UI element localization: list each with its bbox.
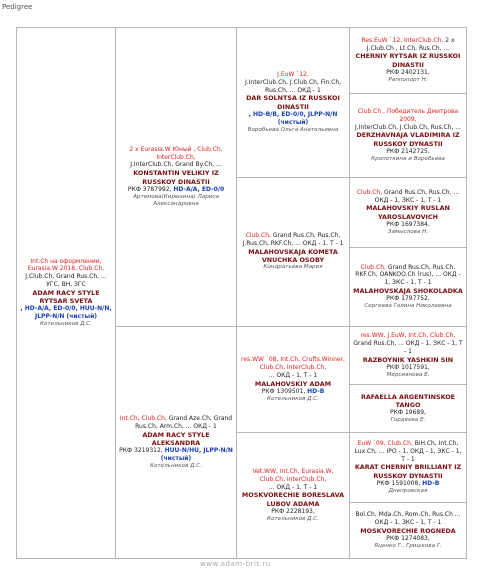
page-title: Pedigree [2, 3, 33, 11]
owner-text: Кропоткина и Воробьева [371, 155, 445, 162]
titles-text: J.InterClub.Ch, Grand By.Ch, ... [130, 161, 222, 169]
titles-text: res.WW, J.EuW, Int.Ch, Club.Ch, [360, 332, 456, 340]
titles-text: 2 x J.Club.Ch , Lt.Ch, Rus.Ch, ... [366, 36, 455, 52]
owner-text: Гордеева Е. [390, 417, 426, 424]
titles-text: Int.Ch, Club.Ch, [119, 414, 167, 422]
titles-text: Grand Rus.Ch, Rus.Ch, RKF.Ch, OANKOO.Ch (rus), ... ОКД - 1, ЗКС - 1, Т - 1 [355, 263, 461, 287]
registration-number: РКФ 1274083, [386, 534, 430, 542]
owner-text: Мерсиянова Е. [386, 371, 430, 378]
pedigree-cell-ancestor-3 [350, 178, 467, 248]
titles-text: Grand Rus.Ch, ... ОКД - 1, ЗКС - 1, Т - 1 [353, 339, 463, 355]
dog-name-link[interactable]: ADAM RACY STYLE ALEKSANDRA [142, 430, 210, 447]
titles-text: Club.Ch , Победитель Дмитрова 2009, [357, 107, 459, 123]
titles-text: 2 x Eurasia.W Юный , Club.Ch, InterClub.Ch, [129, 145, 223, 161]
health-tests: , HD-A/A, ED-0/0, HUU-N/N, JLPP-N/N (чистый) [20, 305, 112, 321]
dog-name-link[interactable]: CHERNIY RYTSAR IZ RUSSKOI DINASTII [355, 52, 461, 69]
titles-text: Int.Ch на оформлении, Eurasia.W 2018, Club.Ch, [27, 257, 105, 273]
titles-text: ... ОКД - 1, Т - 1 [268, 371, 318, 379]
titles-text: BiH.Ch, Int.Ch, Lux.Ch, ... IPO - 1, ОКД - 1, ЗКС - 1, Т - 1 [354, 439, 462, 463]
health-tests: HD-A/A, ED-0/0 [173, 185, 225, 193]
registration-number: РКФ 1309501, [261, 387, 306, 395]
dog-name-link[interactable]: KARAT CHERNIY BRILLIANT IZ RUSSKOY DYNASTII [354, 463, 462, 480]
titles-text: J.InterClub.Ch, J.Club.Ch, Rus.Ch, ... [354, 123, 462, 131]
health-tests: HUU-N/HU, JLPP-N/N (чистый) [160, 447, 233, 462]
health-tests: HD-B [422, 479, 440, 487]
registration-number: РКФ 1017591, [386, 363, 430, 371]
pedigree-cell-granddam-1 [237, 178, 350, 327]
registration-number: РКФ 2402131, [386, 69, 430, 77]
pedigree-cell-subject [17, 28, 116, 559]
owner-text: Котельников Д.С. [150, 462, 202, 469]
owner-text: Котельников Д.С. [267, 515, 319, 522]
titles-text: J.InterClub.Ch, J.Club.Ch, Fin.Ch, Rus.Ch, ... ОКД - 1 [244, 78, 342, 94]
dog-name-link[interactable]: MALAHOVSKAJA SHOKOLADKA [353, 287, 463, 295]
titles-text: res.WW `08, Int.Ch, Crufts.Winner, Club.Ch, InterClub.Ch, [241, 356, 345, 371]
dog-name-link[interactable]: RAFAELLA ARGENTINSKOE TANGO [360, 392, 456, 409]
owner-text: Воробьева Ольга Анатольевна [247, 126, 339, 133]
dog-name-link[interactable]: MALAHOVSKIY RUSLAN YAROSLAVOVICH [366, 204, 450, 221]
dog-name-link[interactable]: DERZHAVNAJA VLADIMIRA IZ RUSSKOY DYNASTII [356, 131, 460, 148]
dog-name-link[interactable]: MALAHOVSKAJA KOMETA VNUCHKA OSOBY [248, 247, 338, 265]
titles-text: ... ОКД - 1, Т - 1 [268, 483, 318, 491]
owner-text: Котельников Д.С. [40, 321, 92, 328]
owner-text: Днепровская [388, 487, 428, 494]
dog-name-link[interactable]: RAZBOYNIK YASHKIN SIN [362, 355, 454, 364]
titles-text: J.Club.Ch, Grand Rus.Ch, ... УГС, ВН, ЗГС [25, 273, 107, 289]
registration-number: РКФ 19689, [390, 409, 426, 417]
owner-text: Сергеева Галина Николаевна [364, 303, 452, 310]
titles-text: Bol.Ch, Mda.Ch, Rom.Ch, Rus.Ch ... ОКД - 1, ЗКС - 1, Т - 1 [355, 511, 461, 526]
pedigree-cell-grandsire-2 [237, 327, 350, 433]
owner-text: Кондратьева Мария [263, 264, 323, 271]
titles-text: EuW `09, Club.Ch, [357, 439, 413, 447]
pedigree-cell-ancestor-1 [350, 28, 467, 94]
pedigree-cell-ancestor-5 [350, 327, 467, 385]
registration-number: РКФ 1697384, [386, 221, 430, 229]
owner-text: Раппопорт Н. [388, 76, 428, 83]
watermark: www.adam-brit.ru [200, 560, 271, 568]
dog-name-link[interactable]: DAR SOLNTSA IZ RUSSKOI DINASTII [246, 94, 340, 111]
registration-number: РКФ 2228193, [271, 507, 315, 515]
registration-number: РКФ 2142725, [386, 147, 430, 155]
titles-text: Club.Ch, [245, 232, 271, 240]
registration-number: РКФ 3787992, [127, 185, 172, 193]
health-tests: HD-B [307, 387, 325, 395]
dog-name-link[interactable]: MOSKVORECHIE BORESLAVA LUBOV ADAMA [241, 491, 345, 508]
pedigree-cell-grandsire-1 [237, 28, 350, 178]
owner-text: Котельников Д.С. [267, 395, 319, 402]
owner-text: Артемова(Кирюхина) Лариса Александровна [133, 193, 219, 207]
titles-text: Grand Aze.Ch, Grand Rus.Ch, Arm.Ch, ... ОКД - 1 [135, 414, 233, 430]
titles-text: J.EuW `12, [277, 71, 309, 79]
health-tests: , HD-B/B, ED-0/0, JLPP-N/N (чистый) [248, 111, 338, 126]
dog-name-link[interactable]: MOSKVORECHIE ROGNEDA [360, 526, 456, 535]
registration-number: РКФ 1797752, [386, 295, 430, 303]
pedigree-cell-ancestor-8 [350, 503, 467, 559]
titles-text: Res.EuW `12, InterClub.Ch, [361, 36, 444, 44]
owner-text: Замыслова Н. [387, 228, 429, 235]
pedigree-cell-ancestor-7 [350, 433, 467, 503]
titles-text: Grand Rus.Ch, Rus.Ch, J.Rus.Ch, RKF.Ch, ... ОКД - 1, Т - 1 [242, 232, 344, 248]
pedigree-cell-sire [116, 28, 237, 327]
registration-number: РКФ 1591008, [376, 479, 421, 487]
pedigree-cell-ancestor-6 [350, 385, 467, 433]
registration-number: РКФ 3219312, [119, 447, 163, 455]
owner-text: Яценко Г., Гришкова Г. [374, 542, 442, 549]
pedigree-table [16, 27, 467, 559]
dog-name-link[interactable]: ADAM RACY STYLE RYTSAR SVETA [32, 288, 100, 306]
pedigree-cell-dam [116, 327, 237, 559]
dog-name-link[interactable]: KONSTANTIN VELIKIY IZ RUSSKOY DINASTII [133, 169, 219, 186]
titles-text: Club.Ch, [360, 263, 386, 271]
pedigree-cell-ancestor-2 [350, 94, 467, 178]
pedigree-cell-ancestor-4 [350, 248, 467, 327]
dog-name-link[interactable]: MALAHOVSKIY ADAM [254, 379, 332, 388]
titles-text: Club.Ch, [356, 188, 383, 196]
titles-text: Grand Rus.Ch, Rus.Ch, ... ОКД - 1, ЗКС - 1, Т - 1 [374, 188, 460, 204]
titles-text: Vet.WW, Int.Ch, Eurasia.W, Club.Ch, InterClub.Ch, [252, 467, 334, 483]
pedigree-cell-granddam-2 [237, 433, 350, 559]
